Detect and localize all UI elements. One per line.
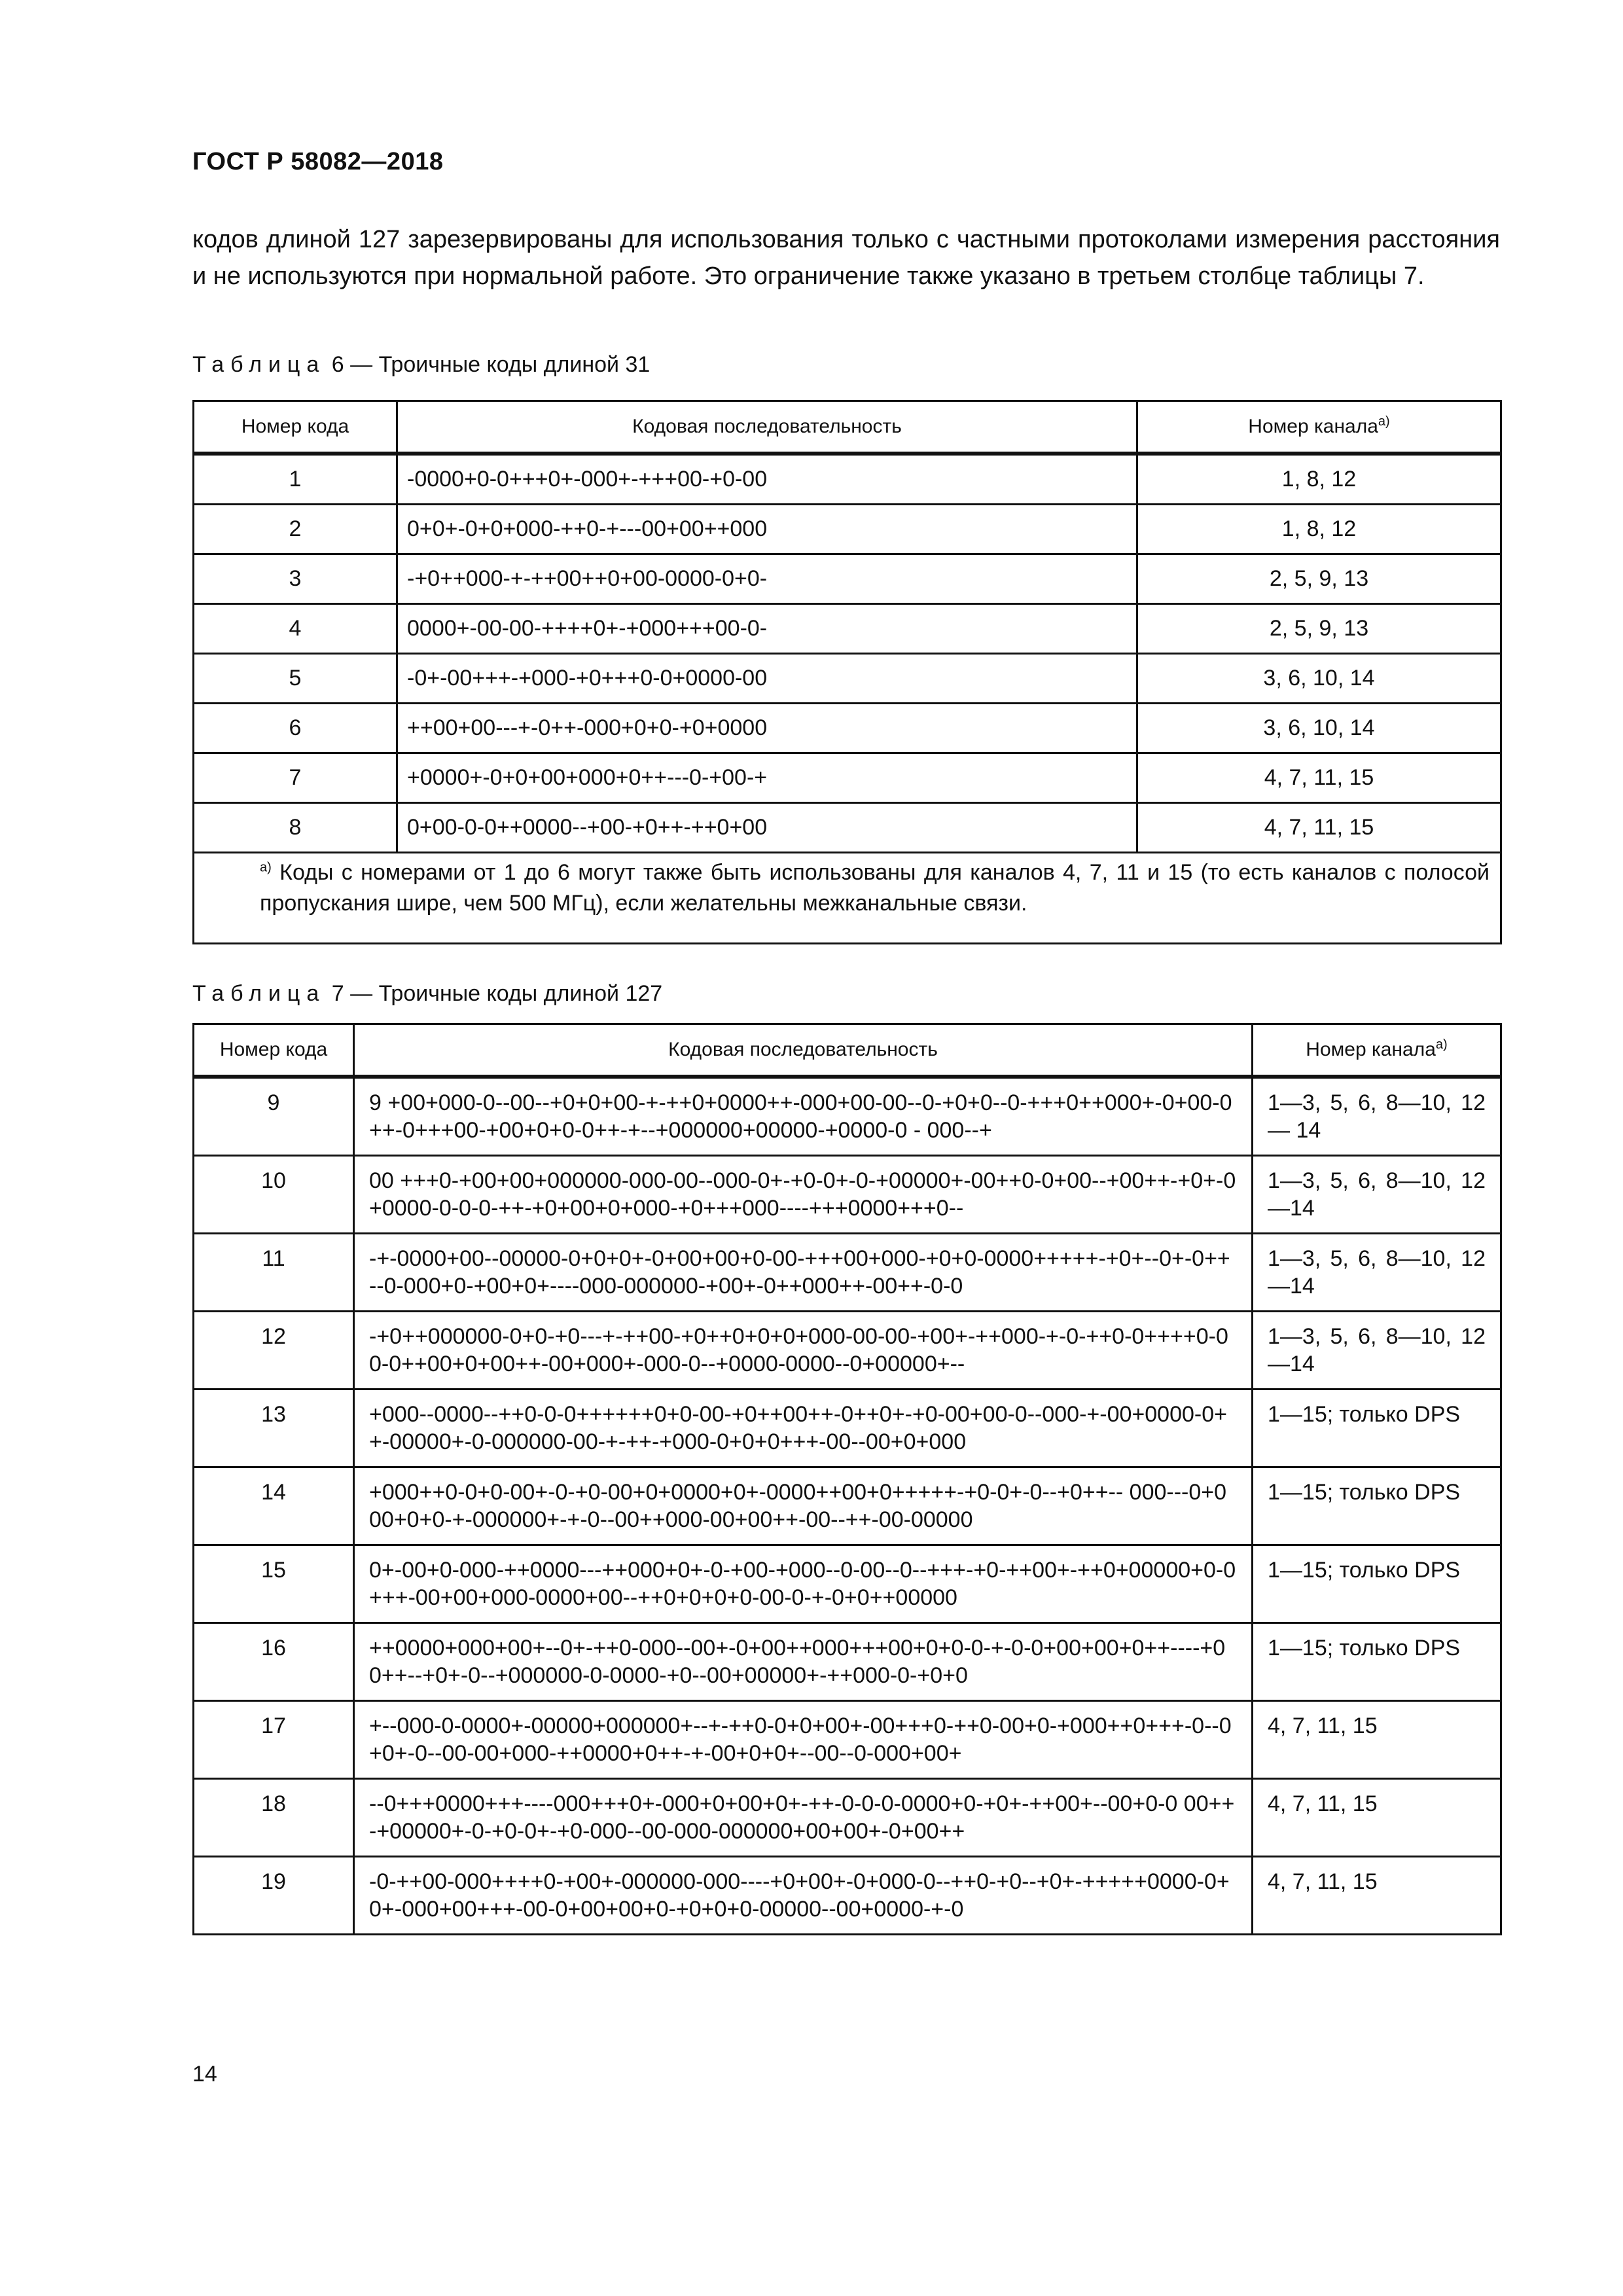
table-row bbox=[194, 1701, 1501, 1779]
channel-number-cell: 1—15; только DPS bbox=[1253, 1467, 1501, 1545]
channel-number-cell: 4, 7, 11, 15 bbox=[1137, 803, 1501, 853]
code-sequence-cell: -+-0000+00--00000-0+0+0+-0+00+00+0-00-+++00+000-+0+0-0000+++++-+0+--0+-0++--0-000+0-+00+0+----000-000000-+00+-0++000++-00++-0-0 bbox=[354, 1234, 1253, 1312]
table6-col-seq: Кодовая последовательность bbox=[397, 401, 1137, 454]
channel-number-cell: 1—3, 5, 6, 8—10, 12— 14 bbox=[1253, 1077, 1501, 1156]
channel-number-cell: 2, 5, 9, 13 bbox=[1137, 554, 1501, 604]
table-row bbox=[194, 454, 1501, 505]
channel-number-cell: 1—15; только DPS bbox=[1253, 1390, 1501, 1467]
table6-footnote bbox=[194, 853, 1501, 944]
table-row bbox=[194, 1857, 1501, 1935]
code-number-cell: 13 bbox=[194, 1390, 354, 1467]
table-row bbox=[194, 1623, 1501, 1701]
code-number-cell: 9 bbox=[194, 1077, 354, 1156]
table-row bbox=[194, 1390, 1501, 1467]
code-number-cell: 3 bbox=[194, 554, 397, 604]
table6-col-code: Номер кода bbox=[194, 401, 397, 454]
table7-col-channel-text: Номер канала bbox=[1306, 1039, 1436, 1060]
code-number-cell: 2 bbox=[194, 505, 397, 554]
channel-number-cell: 3, 6, 10, 14 bbox=[1137, 654, 1501, 704]
code-number-cell: 12 bbox=[194, 1312, 354, 1390]
table6-body bbox=[194, 454, 1501, 944]
table-row bbox=[194, 1312, 1501, 1390]
page-number: 14 bbox=[192, 2062, 217, 2087]
table-row bbox=[194, 1156, 1501, 1234]
code-number-cell: 7 bbox=[194, 753, 397, 803]
channel-number-cell: 4, 7, 11, 15 bbox=[1137, 753, 1501, 803]
table-row bbox=[194, 1467, 1501, 1545]
code-number-cell: 14 bbox=[194, 1467, 354, 1545]
channel-number-cell: 1—15; только DPS bbox=[1253, 1545, 1501, 1623]
channel-number-cell: 4, 7, 11, 15 bbox=[1253, 1857, 1501, 1935]
channel-number-cell: 4, 7, 11, 15 bbox=[1253, 1779, 1501, 1857]
table-row bbox=[194, 604, 1501, 654]
channel-number-cell: 1—15; только DPS bbox=[1253, 1623, 1501, 1701]
table7-caption bbox=[192, 981, 662, 1007]
channel-number-cell: 1, 8, 12 bbox=[1137, 454, 1501, 505]
intro-paragraph: кодов длиной 127 зарезервированы для использования только с частными протоколами измерения расстояния и не используются при нормальной работе. Это ограничение также указано в третьем столбце таблицы 7. bbox=[192, 226, 1500, 290]
code-sequence-cell: 0000+-00-00-++++0+-+000+++00-0- bbox=[397, 604, 1137, 654]
table6-header-row bbox=[194, 401, 1501, 454]
code-number-cell: 16 bbox=[194, 1623, 354, 1701]
table7-body bbox=[194, 1077, 1501, 1935]
code-number-cell: 10 bbox=[194, 1156, 354, 1234]
table-row bbox=[194, 1779, 1501, 1857]
table7-col-seq: Кодовая последовательность bbox=[354, 1024, 1253, 1077]
code-sequence-cell: 00 +++0-+00+00+000000-000-00--000-0+-+0-0+-0-+00000+-00++0-0+00--+00++-+0+-0+0000-0-0-0-++-+0+00+0+000-+0+++000----+++0000+++0-- bbox=[354, 1156, 1253, 1234]
table-row bbox=[194, 704, 1501, 753]
table-row bbox=[194, 1077, 1501, 1156]
table6-col-channel bbox=[1137, 401, 1501, 454]
code-number-cell: 11 bbox=[194, 1234, 354, 1312]
table-row bbox=[194, 654, 1501, 704]
table-row bbox=[194, 1545, 1501, 1623]
channel-number-cell: 1, 8, 12 bbox=[1137, 505, 1501, 554]
code-sequence-cell: 0+-00+0-000-++0000---++000+0+-0-+00-+000--0-00--0--+++-+0-++00+-++0+00000+0-0+++-00+00+000-0000+00--++0+0+0+0-00-0-+-0+0++00000 bbox=[354, 1545, 1253, 1623]
footnote-marker: а) bbox=[260, 860, 272, 875]
code-sequence-cell: 9 +00+000-0--00--+0+0+00-+-++0+0000++-000+00-00--0-+0+0--0-+++0++000+-0+00-0++-0+++00-+00+0+0-0++-+--+000000+00000-+0000-0 - 000--+ bbox=[354, 1077, 1253, 1156]
code-sequence-cell: 0+0+-0+0+000-++0-+---00+00++000 bbox=[397, 505, 1137, 554]
footnote-text: Коды с номерами от 1 до 6 могут также быть использованы для каналов 4, 7, 11 и 15 (то есть каналов с полосой пропускания шире, чем 500 МГц), если желательны межканальные связи. bbox=[260, 860, 1490, 916]
table7-col-channel-sup: а) bbox=[1435, 1037, 1448, 1052]
code-number-cell: 19 bbox=[194, 1857, 354, 1935]
code-number-cell: 1 bbox=[194, 454, 397, 505]
code-sequence-cell: ++00+00---+-0++-000+0+0-+0+0000 bbox=[397, 704, 1137, 753]
table-row bbox=[194, 803, 1501, 853]
code-sequence-cell: +0000+-0+0+00+000+0++---0-+00-+ bbox=[397, 753, 1137, 803]
code-sequence-cell: -0-++00-000++++0-+00+-000000-000----+0+00+-0+000-0--++0-+0--+0+-+++++0000-0+0+-000+00+++-00-0+00+00+0-+0+0+0-00000--00+0000-+-0 bbox=[354, 1857, 1253, 1935]
code-sequence-cell: -+0++000-+-++00++0+00-0000-0+0- bbox=[397, 554, 1137, 604]
table6-caption bbox=[192, 352, 650, 378]
table6-caption-label: Таблица bbox=[192, 352, 326, 377]
code-sequence-cell: --0+++0000+++----000+++0+-000+0+00+0+-++-0-0-0-0000+0-+0+-++00+--00+0-0 00++-+00000+-0-+0-0+-+0-000--00-000-000000+00+00+-0+00++ bbox=[354, 1779, 1253, 1857]
table7-caption-text: 7 — Троичные коды длиной 127 bbox=[331, 981, 663, 1006]
channel-number-cell: 1—3, 5, 6, 8—10, 12—14 bbox=[1253, 1156, 1501, 1234]
table-row bbox=[194, 505, 1501, 554]
code-sequence-cell: 0+00-0-0++0000--+00-+0++-++0+00 bbox=[397, 803, 1137, 853]
code-sequence-cell: -0000+0-0+++0+-000+-+++00-+0-00 bbox=[397, 454, 1137, 505]
code-number-cell: 5 bbox=[194, 654, 397, 704]
table-row bbox=[194, 1234, 1501, 1312]
code-sequence-cell: +000--0000--++0-0-0++++++0+0-00-+0++00++-0++0+-+0-00+00-0--000-+-00+0000-0++-00000+-0-000000-00-+-++-+000-0+0+0+++-00--00+0+000 bbox=[354, 1390, 1253, 1467]
table7-col-channel bbox=[1253, 1024, 1501, 1077]
code-number-cell: 15 bbox=[194, 1545, 354, 1623]
code-number-cell: 6 bbox=[194, 704, 397, 753]
code-number-cell: 18 bbox=[194, 1779, 354, 1857]
code-number-cell: 17 bbox=[194, 1701, 354, 1779]
channel-number-cell: 2, 5, 9, 13 bbox=[1137, 604, 1501, 654]
document-header: ГОСТ Р 58082—2018 bbox=[192, 148, 444, 175]
channel-number-cell: 1—3, 5, 6, 8—10, 12—14 bbox=[1253, 1234, 1501, 1312]
code-sequence-cell: -0+-00+++-+000-+0+++0-0+0000-00 bbox=[397, 654, 1137, 704]
table6-col-channel-text: Номер канала bbox=[1248, 416, 1378, 437]
code-sequence-cell: -+0++000000-0+0-+0---+-++00-+0++0+0+0+000-00-00-+00+-++000-+-0-++0-0++++0-00-0++00+0+00++-00+000+-000-0--+0000-0000--0+00000+-- bbox=[354, 1312, 1253, 1390]
table7-caption-label: Таблица bbox=[192, 981, 326, 1006]
code-number-cell: 8 bbox=[194, 803, 397, 853]
table6-caption-text: 6 — Троичные коды длиной 31 bbox=[331, 352, 651, 377]
code-sequence-cell: ++0000+000+00+--0+-++0-000--00+-0+00++000+++00+0+0-0-+-0-0+00+00+0++----+00++--+0+-0--+000000-0-0000-+0--00+00000+-++000-0-+0+0 bbox=[354, 1623, 1253, 1701]
table6-footnote-row bbox=[194, 853, 1501, 944]
channel-number-cell: 3, 6, 10, 14 bbox=[1137, 704, 1501, 753]
table7-header-row bbox=[194, 1024, 1501, 1077]
table-row bbox=[194, 554, 1501, 604]
code-number-cell: 4 bbox=[194, 604, 397, 654]
channel-number-cell: 1—3, 5, 6, 8—10, 12—14 bbox=[1253, 1312, 1501, 1390]
table-row bbox=[194, 753, 1501, 803]
table7-col-code: Номер кода bbox=[194, 1024, 354, 1077]
code-sequence-cell: +000++0-0+0-00+-0-+0-00+0+0000+0+-0000++00+0+++++-+0-0+-0--+0++-- 000---0+000+0+0-+-000000+-+-0--00++000-00+00++-00--++-00-00000 bbox=[354, 1467, 1253, 1545]
table6 bbox=[192, 400, 1502, 944]
footnote-paragraph bbox=[205, 857, 1489, 919]
code-sequence-cell: +--000-0-0000+-00000+000000+--+-++0-0+0+00+-00+++0-++0-00+0-+000++0+++-0--0+0+-0--00-00+000-++0000+0++-+-00+0+0+--00--0-000+00+ bbox=[354, 1701, 1253, 1779]
table6-col-channel-sup: а) bbox=[1378, 414, 1390, 429]
table7 bbox=[192, 1023, 1502, 1935]
channel-number-cell: 4, 7, 11, 15 bbox=[1253, 1701, 1501, 1779]
